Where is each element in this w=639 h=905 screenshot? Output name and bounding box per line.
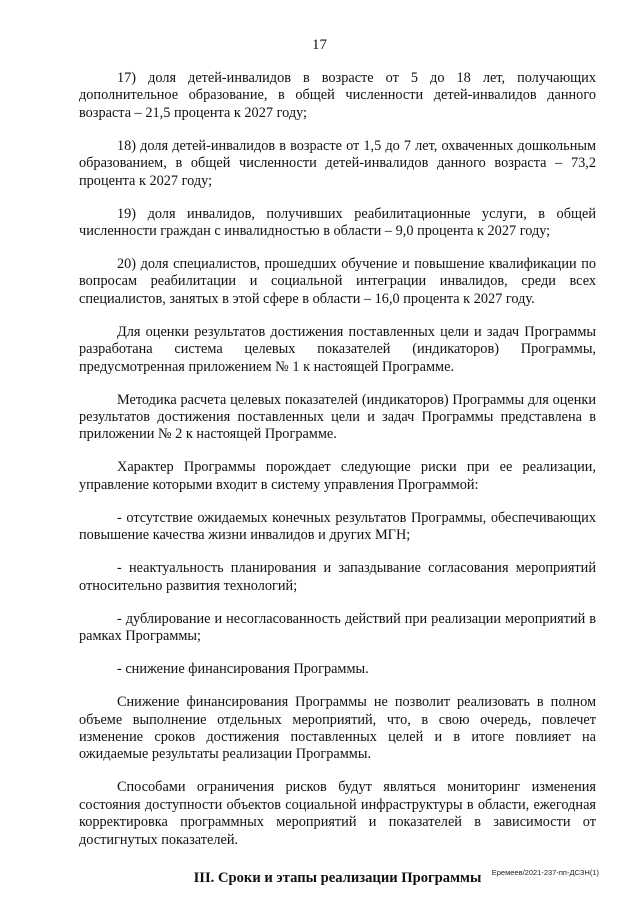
document-body [79,70,596,887]
risk-item-duplication: - дублирование и несогласованность действий при реализации мероприятий в рамках Программы; [79,610,596,645]
footer-document-code: Еремеев/2021-237-пп-ДСЗН(1) [491,868,599,877]
risk-item-funding-cut: - снижение финансирования Программы. [117,661,369,678]
risk-item-irrelevant-planning: - неактуальность планирования и запаздывание согласования мероприятий относительно развития технологий; [79,560,596,594]
risk-item-no-results: - отсутствие ожидаемых конечных результатов Программы, обеспечивающих повышение качества жизни инвалидов и других МГН; [79,509,596,544]
paragraph-indicators-system: Для оценки результатов достижения поставленных цели и задач Программы разработана система целевых показателей (индикаторов) Программы, предусмотренная приложением № 1 к настоящей Программе. [79,323,596,375]
paragraph-item-17: 17) доля детей-инвалидов в возрасте от 5 до 18 лет, получающих дополнительное образование, в общей численности детей-инвалидов данного возраста – 21,5 процента к 2027 году; [79,70,596,121]
paragraph-methodology: Методика расчета целевых показателей (индикаторов) Программы для оценки результатов достижения поставленных цели и задач Программы представлена в приложении № 2 к настоящей Программе. [79,391,596,443]
section-heading: III. Сроки и этапы реализации Программы [193,869,482,886]
paragraph-risk-mitigation: Способами ограничения рисков будут являться мониторинг изменения состояния доступности объектов социальной инфраструктуры в области, ежегодная корректировка программных мероприятий и показателей в зависимости от достигнутых показателей. [79,779,596,848]
paragraph-risks-intro: Характер Программы порождает следующие риски при ее реализации, управление которыми входит в систему управления Программой: [79,459,596,493]
paragraph-item-18: 18) доля детей-инвалидов в возрасте от 1,5 до 7 лет, охваченных дошкольным образованием, в общей численности детей-инвалидов данного возраста – 73,2 процента к 2027 году; [79,137,596,189]
paragraph-item-20: 20) доля специалистов, прошедших обучение и повышение квалификации по вопросам реабилитации и социальной интеграции инвалидов, среди всех специалистов, занятых в этой сфере в области – 16,0 процента к 2027 году. [79,256,596,307]
paragraph-item-19: 19) доля инвалидов, получивших реабилитационные услуги, в общей численности граждан с инвалидностью в области – 9,0 процента к 2027 году; [79,205,596,240]
page-number: 17 [312,37,327,53]
paragraph-funding-consequence: Снижение финансирования Программы не позволит реализовать в полном объеме выполнение отдельных мероприятий, что, в свою очередь, повлечет изменение сроков достижения поставленных целей и в итоге повлияет на ожидаемые результаты реализации Программы. [79,694,596,763]
